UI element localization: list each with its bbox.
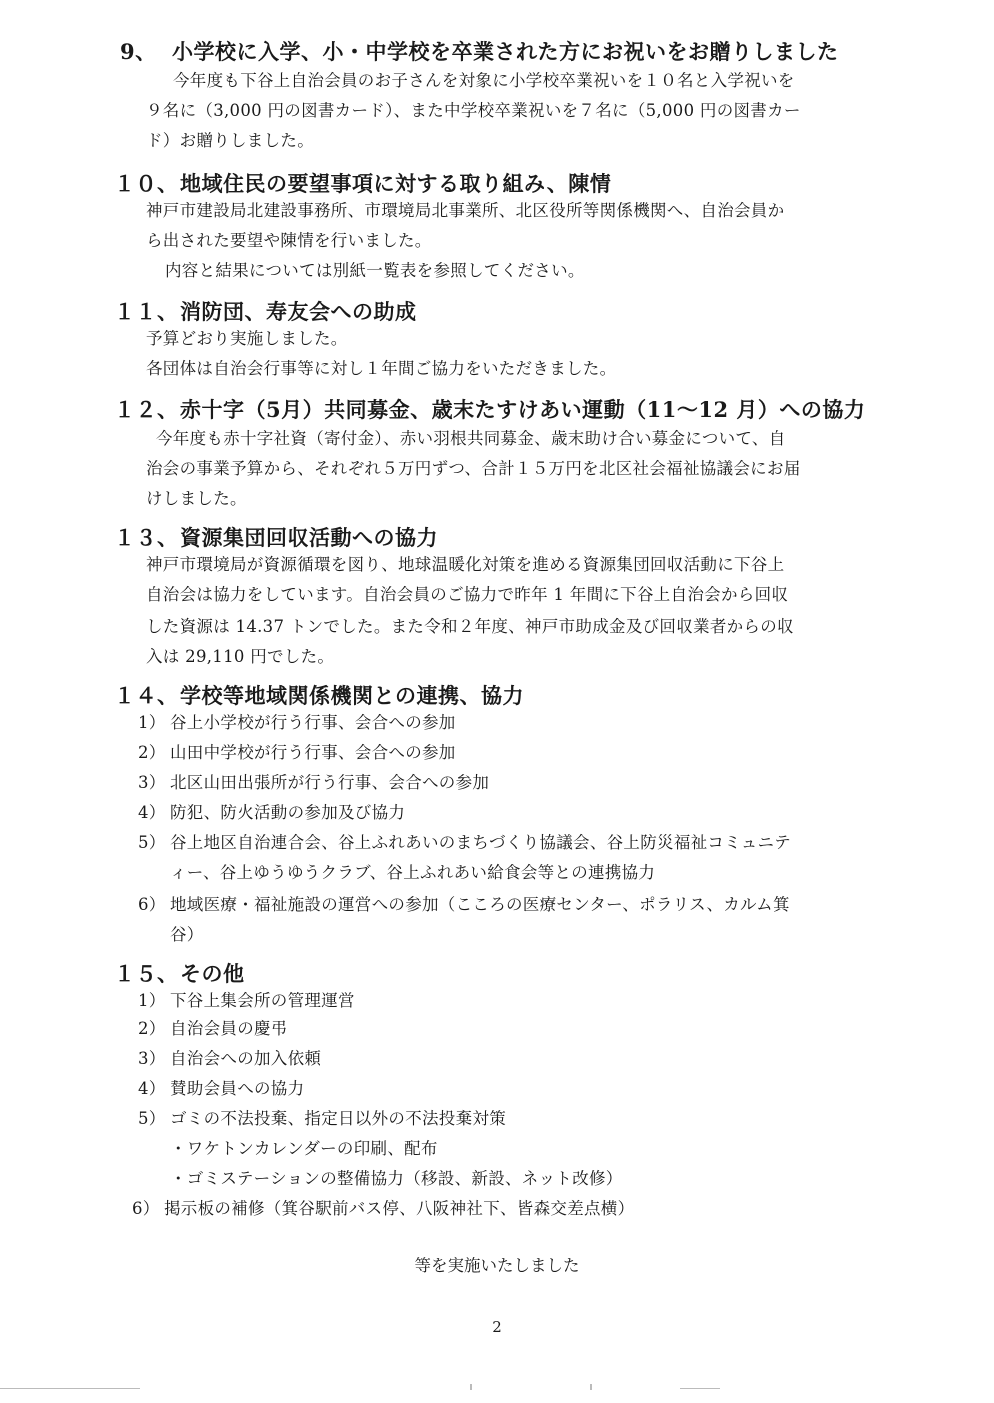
list-item-text: 自治会員の慶弔 (170, 1019, 288, 1038)
list-item (138, 738, 456, 768)
list-item-number: 2） (138, 1019, 166, 1038)
paragraph-line: した資源は 14.37 トンでした。また令和２年度、神戸市助成金及び回収業者からの収 (146, 617, 794, 636)
section-title: その他 (180, 961, 245, 986)
paragraph-line: 入は 29,110 円でした。 (146, 647, 335, 666)
paragraph-line: ら出された要望や陳情を行いました。 (146, 231, 432, 250)
list-item-number: 1） (138, 713, 166, 732)
list-item (138, 890, 790, 920)
list-item-text: 山田中学校が行う行事、会合への参加 (170, 743, 456, 762)
scan-artifact (680, 1388, 720, 1389)
list-item-number: 5） (138, 833, 166, 852)
section-15-heading (114, 960, 245, 988)
list-item (138, 708, 456, 738)
paragraph-line: 内容と結果については別紙一覧表を参照してください。 (165, 261, 585, 280)
section-title: 小学校に入学、小・中学校を卒業された方にお祝いをお贈りしました (172, 39, 839, 64)
closing-statement: 等を実施いたしました (414, 1256, 580, 1275)
section-number: １１、 (114, 299, 179, 324)
list-item-text: 自治会への加入依頼 (170, 1049, 322, 1068)
paragraph-line: 自治会は協力をしています。自治会員のご協力で昨年 1 年間に下谷上自治会から回収 (146, 585, 789, 604)
paragraph-line: 神戸市建設局北建設事務所、市環境局北事業所、北区役所等関係機関へ、自治会員か (146, 201, 785, 220)
section-number: １２、 (114, 397, 179, 422)
list-sub-item: ・ワケトンカレンダーの印刷、配布 (170, 1139, 438, 1158)
list-item-number: 2） (138, 743, 166, 762)
list-item-number: 3） (138, 773, 166, 792)
list-item (138, 1104, 506, 1134)
list-item-text: 下谷上集会所の管理運営 (170, 991, 355, 1010)
paragraph-line: けしました。 (146, 489, 247, 508)
paragraph-line: 予算どおり実施しました。 (146, 329, 348, 348)
page-number: 2 (492, 1318, 502, 1336)
list-item-number: 1） (138, 991, 166, 1010)
list-item-number: 4） (138, 1079, 166, 1098)
list-item (138, 1014, 288, 1044)
section-number: 9、 (120, 39, 157, 64)
paragraph-line: ９名に（3,000 円の図書カード）、また中学校卒業祝いを７名に（5,000 円の図書カー (146, 101, 801, 120)
list-item-continuation: ィー、谷上ゆうゆうクラブ、谷上ふれあい給食会等との連携協力 (170, 863, 656, 882)
paragraph-line: 各団体は自治会行事等に対し１年間ご協力をいただきました。 (146, 359, 617, 378)
list-item-continuation: 谷） (170, 925, 204, 944)
list-item-text: 谷上小学校が行う行事、会合への参加 (170, 713, 456, 732)
list-item-text: 賛助会員への協力 (170, 1079, 305, 1098)
section-number: １５、 (114, 961, 179, 986)
paragraph-line: 神戸市環境局が資源循環を図り、地球温暖化対策を進める資源集団回収活動に下谷上 (146, 555, 785, 574)
section-number: １４、 (114, 683, 179, 708)
section-title: 学校等地域関係機関との連携、協力 (180, 683, 524, 708)
paragraph-line: 治会の事業予算から、それぞれ５万円ずつ、合計１５万円を北区社会福祉協議会にお届 (146, 459, 801, 478)
list-item-number: 3） (138, 1049, 166, 1068)
list-sub-item: ・ゴミステーションの整備協力（移設、新設、ネット改修） (170, 1169, 623, 1188)
section-title: 消防団、寿友会への助成 (180, 299, 417, 324)
list-item-text: ゴミの不法投棄、指定日以外の不法投棄対策 (170, 1109, 506, 1128)
list-item-number: 4） (138, 803, 166, 822)
list-item-text: 地域医療・福祉施設の運営への参加（こころの医療センター、ポラリス、カルム箕 (170, 895, 790, 914)
paragraph-line: 今年度も赤十字社資（寄付金）、赤い羽根共同募金、歳末助け合い募金について、自 (156, 429, 786, 448)
list-item-number: 6） (132, 1199, 160, 1218)
section-12-heading (114, 396, 865, 424)
paragraph-line: ド）お贈りしました。 (146, 131, 314, 150)
section-title: 赤十字（5月）共同募金、歳末たすけあい運動（11～12 月）への協力 (180, 397, 866, 422)
scan-artifact (590, 1384, 592, 1390)
list-item-number: 5） (138, 1109, 166, 1128)
section-number: １３、 (114, 525, 179, 550)
list-item (138, 1074, 304, 1104)
scan-artifact (470, 1384, 472, 1390)
list-item-text: 北区山田出張所が行う行事、会合への参加 (170, 773, 490, 792)
section-title: 地域住民の要望事項に対する取り組み、陳情 (180, 171, 612, 196)
list-item (138, 828, 791, 858)
list-item (138, 1044, 321, 1074)
list-item (132, 1194, 634, 1224)
paragraph-line: 今年度も下谷上自治会員のお子さんを対象に小学校卒業祝いを１０名と入学祝いを (173, 71, 795, 90)
section-10-heading (114, 170, 611, 198)
list-item-number: 6） (138, 895, 166, 914)
list-item-text: 谷上地区自治連合会、谷上ふれあいのまちづくり協議会、谷上防災福祉コミュニテ (170, 833, 792, 852)
list-item (138, 798, 405, 828)
list-item-text: 掲示板の補修（箕谷駅前バス停、八阪神社下、皆森交差点横） (164, 1199, 635, 1218)
section-number: １０、 (114, 171, 179, 196)
list-item (138, 768, 489, 798)
section-13-heading (114, 524, 438, 552)
list-item (138, 986, 355, 1016)
section-9-heading (120, 38, 839, 66)
scan-artifact (0, 1388, 140, 1389)
section-14-heading (114, 682, 524, 710)
list-item-text: 防犯、防火活動の参加及び協力 (170, 803, 406, 822)
section-title: 資源集団回収活動への協力 (180, 525, 438, 550)
section-11-heading (114, 298, 417, 326)
